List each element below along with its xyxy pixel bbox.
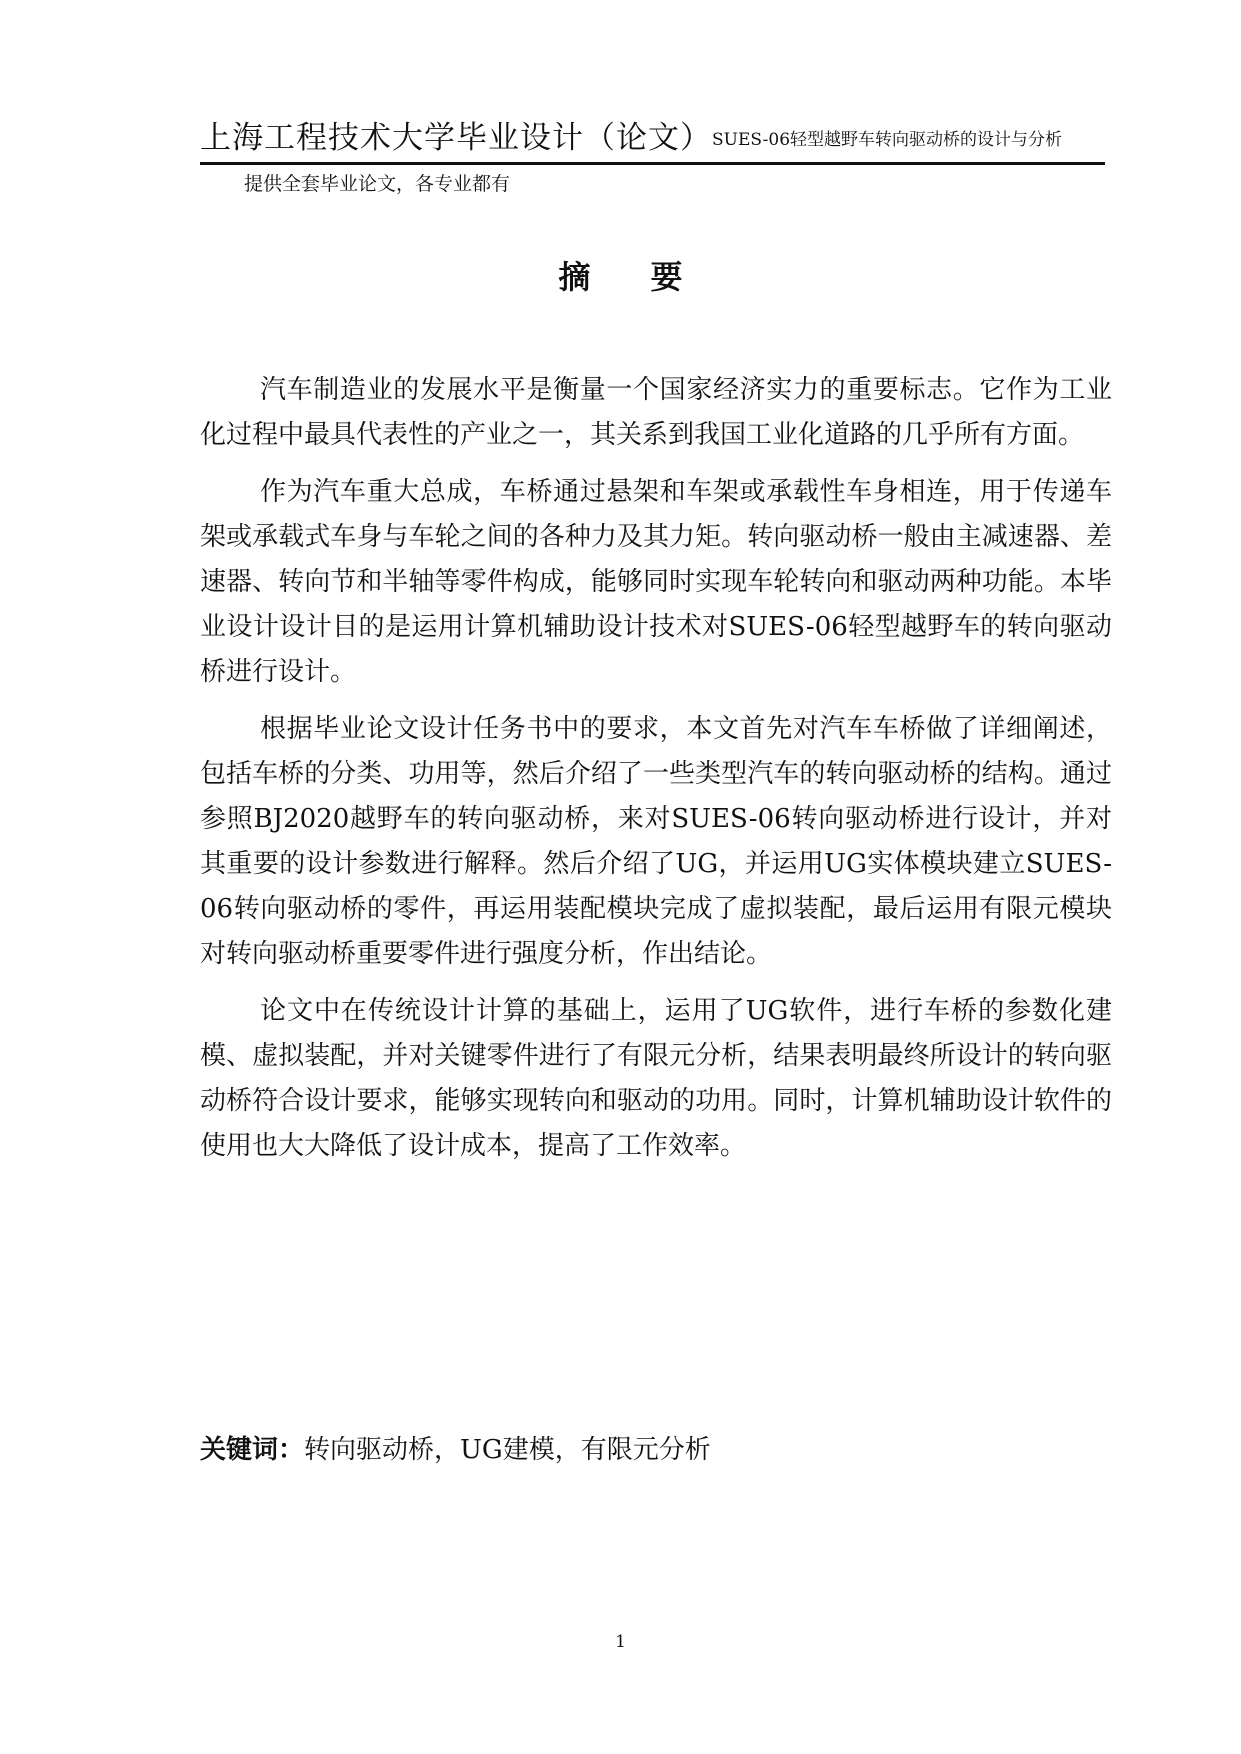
keywords-text: 转向驱动桥，UG建模，有限元分析 [304,1435,711,1465]
header-promo-text: 提供全套毕业论文，各专业都有 [244,173,511,195]
page-number: 1 [615,1632,626,1652]
thesis-header-subtitle: SUES-06轻型越野车转向驱动桥的设计与分析 [712,130,1063,150]
abstract-paragraph: 根据毕业论文设计任务书中的要求，本文首先对汽车车桥做了详细阐述，包括车桥的分类、功用等，然后介绍了一些类型汽车的转向驱动桥的结构。通过参照BJ2020越野车的转向驱动桥，来对SUES-06转向驱动桥进行设计，并对其重要的设计参数进行解释。然后介绍了UG，并运用UG实体模块建立SUES-06转向驱动桥的零件，再运用装配模块完成了虚拟装配，最后运用有限元模块对转向驱动桥重要零件进行强度分析，作出结论。 [200,714,1112,969]
header-title-line [200,120,1105,161]
keywords-label: 关键词： [200,1435,305,1465]
abstract-paragraph: 汽车制造业的发展水平是衡量一个国家经济实力的重要标志。它作为工业化过程中最具代表性的产业之一，其关系到我国工业化道路的几乎所有方面。 [200,375,1112,450]
keywords-line [200,1430,711,1470]
abstract-paragraph: 作为汽车重大总成，车桥通过悬架和车架或承载性车身相连，用于传递车架或承载式车身与车轮之间的各种力及其力矩。转向驱动桥一般由主减速器、差速器、转向节和半轴等零件构成，能够同时实现车轮转向和驱动两种功能。本毕业设计设计目的是运用计算机辅助设计技术对SUES-06轻型越野车的转向驱动桥进行设计。 [200,477,1112,687]
abstract-body [200,368,1112,1181]
abstract-paragraph: 论文中在传统设计计算的基础上，运用了UG软件，进行车桥的参数化建模、虚拟装配，并对关键零件进行了有限元分析，结果表明最终所设计的转向驱动桥符合设计要求，能够实现转向和驱动的功用。同时，计算机辅助设计软件的使用也大大降低了设计成本，提高了工作效率。 [200,996,1112,1161]
thesis-header-title: 上海工程技术大学毕业设计（论文） [200,120,712,156]
abstract-title: 摘要 [558,258,743,296]
header-divider [200,162,1105,165]
